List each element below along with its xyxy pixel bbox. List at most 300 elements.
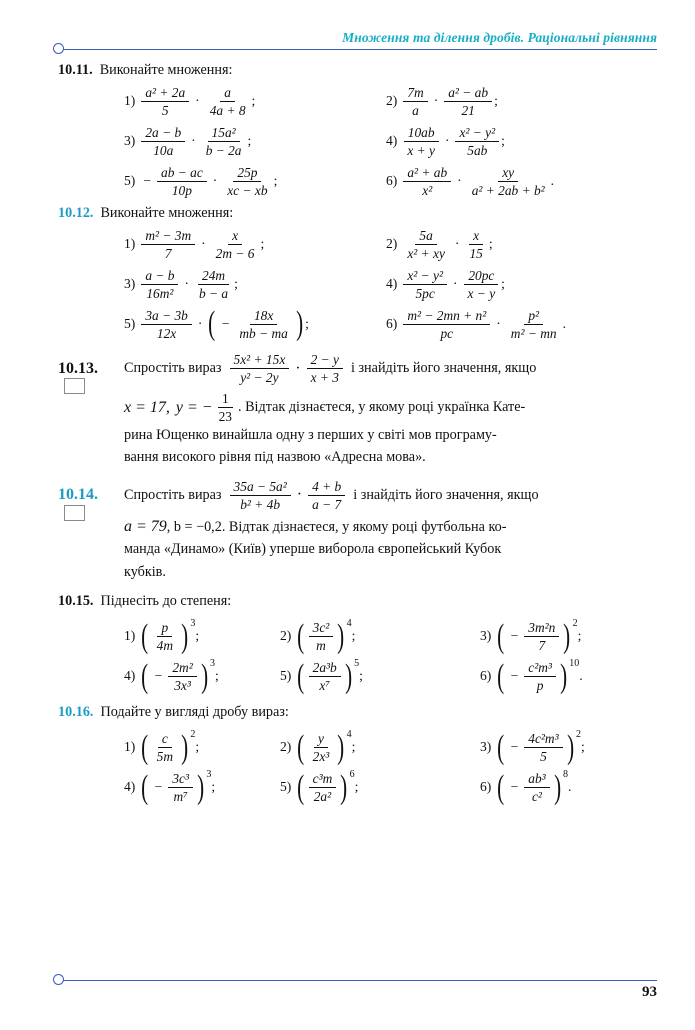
item-10-11-4 [358,121,658,161]
power-expression [295,617,352,655]
denominator: x + 3 [310,370,339,385]
numerator: 7m [403,85,427,102]
denominator: x⁷ [319,677,330,693]
paren-content [307,660,343,693]
fraction [230,352,290,385]
exponent: 6 [349,768,355,780]
item-10-16-5 [258,767,458,807]
fraction [403,125,439,158]
numerator: 2a³b [309,660,341,677]
item-label: 4) [386,276,398,291]
fraction [212,228,259,261]
fraction [455,125,499,158]
denominator: x − y [467,285,496,301]
item-label: 3) [479,739,492,755]
item-10-15-3 [458,616,658,656]
denominator: 5 [540,748,547,764]
left-paren: ( [297,617,305,655]
fraction [524,660,556,693]
x-value: x = 17, [124,398,170,416]
exponent: 3 [210,657,216,669]
punctuation: ; [501,276,505,291]
left-paren: ( [141,617,149,655]
right-paren: ) [344,657,352,695]
numerator: 1 [218,391,233,408]
left-paren: ( [297,728,305,766]
numerator: m² − 3m [141,228,195,245]
denominator: b² + 4b [240,496,281,512]
numerator: a² − ab [444,85,492,102]
exercise-10-16-header [58,704,658,721]
fraction [308,479,345,512]
numerator: x [469,228,483,245]
multiply-sign: · [295,359,301,377]
item-10-11-2 [358,81,658,121]
exercise-10-11-items [58,81,658,201]
exercise-10-14-block [58,479,658,583]
right-paren: ) [181,617,189,655]
multiply-sign: · [433,93,439,108]
denominator: 12x [156,325,177,341]
denominator: a [412,102,419,118]
multiply-sign: · [184,276,189,291]
denominator: a² + 2ab + b² [471,182,545,198]
denominator: p [536,677,544,693]
denominator: mb − ma [239,325,288,341]
minus-sign: − [510,779,519,795]
item-10-12-2 [358,224,658,264]
numerator: 35a − 5a² [230,479,291,496]
fraction [235,308,291,341]
numerator: 2 − y [307,352,343,369]
fraction [465,228,486,261]
fraction [230,479,291,512]
right-paren: ) [553,768,561,806]
punctuation: ; [351,628,356,644]
fraction [444,85,492,118]
exponent: 4 [346,617,352,629]
numerator: 2a − b [141,125,185,142]
minus-sign: − [221,316,230,331]
exercise-10-13 [58,352,658,469]
punctuation: ; [273,173,278,188]
item-label: 5) [124,316,136,331]
punctuation: . [579,668,583,684]
power-expression [139,728,196,766]
denominator: 5ab [467,142,488,158]
minus-sign: − [154,668,163,684]
punctuation: ; [234,276,238,291]
fraction [524,731,562,764]
item-label: 1) [124,93,136,108]
numerator: x² − y² [455,125,499,142]
item-label: 6) [479,668,492,684]
numerator: a² + 2a [141,85,189,102]
item-10-16-1 [58,727,258,767]
exercise-10-11-prompt: Виконайте множення: [99,62,233,78]
right-paren: ) [337,617,345,655]
right-paren: ) [337,728,345,766]
denominator: 15 [469,245,483,261]
fraction [307,352,343,385]
item-label: 2) [386,93,398,108]
fraction [141,228,195,261]
exponent: 4 [346,728,352,740]
exponent: 5 [354,657,360,669]
punctuation: ; [351,739,356,755]
minus-sign: − [510,628,519,644]
item-label: 3) [479,628,492,644]
left-paren: ( [141,728,149,766]
denominator: 2m − 6 [215,245,255,261]
numerator: p² [524,308,543,325]
denominator: 21 [461,102,475,118]
exercise-10-16 [58,704,658,807]
item-label: 5) [124,173,136,188]
left-paren: ( [141,657,149,695]
fraction [468,165,549,198]
paren-content [507,771,552,804]
item-10-16-3 [458,727,658,767]
numerator: c³m [309,771,337,788]
minus-sign: − [510,668,519,684]
right-paren: ) [181,728,189,766]
numerator: c²m³ [524,660,556,677]
header-rule [63,49,657,50]
punctuation: ; [577,628,582,644]
exercise-10-12 [58,205,658,344]
denominator: m⁷ [173,788,188,804]
numerator: x² − y² [403,268,447,285]
exercise-10-13-line1: . Відтак дізнаєтеся, у якому році українка Кате- [238,399,526,416]
punctuation: ; [488,236,493,251]
power-expression [495,768,568,806]
paren-content [307,620,336,653]
numerator: ab − ac [157,165,207,182]
punctuation: ; [260,236,265,251]
exercise-10-16-number: 10.16. [58,704,94,721]
fraction [309,731,334,764]
fraction [464,268,500,301]
denominator: 16m² [146,285,174,301]
numerator: 10ab [404,125,439,142]
left-paren: ( [497,657,505,695]
multiply-sign: · [212,173,218,188]
item-10-16-6 [458,767,658,807]
item-label: 4) [124,668,136,684]
paren-content [218,308,294,341]
punctuation: ; [580,739,585,755]
left-paren: ( [297,768,305,806]
power-expression [295,657,360,695]
item-10-12-5 [58,304,358,344]
fraction [524,771,549,804]
numerator: m² − 2mn + n² [403,308,490,325]
denominator: 7 [538,637,546,653]
exercise-10-12-prompt: Виконайте множення: [100,205,234,221]
exercise-10-13-tail: і знайдіть його значення, якщо [350,360,537,376]
fraction [168,771,193,804]
fraction [141,308,192,341]
item-label: 6) [386,173,398,188]
numerator: 4c²m³ [524,731,562,748]
fraction [507,308,561,341]
page-content [58,62,658,811]
multiply-sign: · [457,173,462,188]
exercise-10-14-body [58,478,658,583]
fraction [403,268,447,301]
paren-content [507,731,565,764]
exercise-10-15-number: 10.15. [58,593,94,610]
exercise-10-14-line2: манда «Динамо» (Київ) уперше виборола європейський Кубок [124,541,502,558]
item-label: 2) [279,739,292,755]
multiply-sign: · [444,133,450,148]
item-label: 1) [124,628,136,644]
punctuation: ; [195,739,200,755]
numerator: 3c² [309,620,334,637]
right-paren: ) [560,657,568,695]
power-expression [295,728,352,766]
exercise-10-15-header [58,593,658,610]
power-expression [495,728,581,766]
power-expression [139,768,212,806]
punctuation: . [568,779,572,795]
multiply-sign: · [201,236,206,251]
right-paren: ) [197,768,205,806]
punctuation: ; [251,93,256,108]
item-10-15-4 [58,656,258,696]
power-expression [139,617,196,655]
numerator: 3m²n [524,620,559,637]
item-label: 6) [386,316,398,331]
exercise-10-13-body [58,352,658,469]
punctuation: ; [211,779,216,795]
exercise-10-13-line3: вання високого рівня під назвою «Адресна мова». [124,449,426,466]
fraction [309,660,341,693]
numerator: 5a [415,228,436,245]
item-label: 4) [386,133,398,148]
fraction [215,391,236,424]
exponent: 2 [575,728,581,740]
item-10-15-2 [258,616,458,656]
footer-rule [63,980,657,981]
exercise-10-14-prompt: Спростіть вираз [124,486,222,503]
fraction [168,660,196,693]
item-label: 3) [124,133,136,148]
denominator: y² − 2y [240,370,279,385]
minus-sign: − [143,173,151,188]
y-value-label: y = − [175,398,213,416]
paren-content [151,660,199,693]
fraction [403,85,427,118]
page-footer [58,970,657,1000]
denominator: 23 [218,409,232,424]
item-label: 2) [386,236,398,251]
fraction [309,620,334,653]
numerator: xy [498,165,518,182]
power-expression [139,657,216,695]
exercise-10-14-line1: , b = −0,2. Відтак дізнаєтеся, у якому році футбольна ко- [166,518,507,535]
denominator: x² + xy [407,245,445,261]
denominator: m² − mn [510,325,557,341]
denominator: a − 7 [312,496,342,512]
item-label: 2) [279,628,292,644]
exercise-10-12-items [58,224,658,344]
punctuation: ; [501,133,505,148]
denominator: 10p [171,182,192,198]
numerator: 3c³ [168,771,193,788]
item-10-12-4 [358,264,658,304]
numerator: a − b [141,268,178,285]
multiply-sign: · [191,133,196,148]
numerator: y [314,731,328,748]
denominator: b − 2a [205,142,242,158]
item-label: 5) [279,668,292,684]
numerator: 3a − 3b [141,308,192,325]
fraction [403,228,449,261]
punctuation: ; [354,779,359,795]
denominator: 2a² [313,788,332,804]
numerator: 20pc [464,268,498,285]
exponent: 3 [190,617,196,629]
minus-sign: − [510,739,519,755]
numerator: 5x² + 15x [230,352,290,369]
item-10-12-3 [58,264,358,304]
item-10-15-1 [58,616,258,656]
denominator: 3x³ [174,677,191,693]
item-10-15-5 [258,656,458,696]
denominator: c² [531,788,542,804]
exercise-10-15-prompt: Піднесіть до степеня: [100,593,232,610]
item-label: 5) [279,779,292,795]
left-paren: ( [297,657,305,695]
denominator: 7 [164,245,172,261]
exercise-10-13-block [58,352,658,469]
punctuation: . [562,316,566,331]
exponent: 10 [569,657,580,669]
item-10-11-1 [58,81,358,121]
right-paren: ) [340,768,348,806]
denominator: 5 [161,102,169,118]
multiply-sign: · [454,236,460,251]
left-paren: ( [497,728,505,766]
page-number: 93 [642,984,657,1000]
exponent: 3 [206,768,212,780]
exercise-10-14-tail: і знайдіть його значення, якщо [353,486,539,503]
multiply-sign: · [452,276,458,291]
paren-content [307,731,336,764]
item-label: 6) [479,779,492,795]
left-paren: ( [497,768,505,806]
parenthesized-fraction [206,305,305,343]
item-10-11-6 [358,161,658,201]
exercise-10-15-items [58,616,658,696]
item-10-11-5 [58,161,358,201]
item-10-12-1 [58,224,358,264]
exercise-10-13-number: 10.13. [58,359,98,377]
power-expression [495,657,580,695]
right-paren: ) [295,305,304,343]
exercise-10-15 [58,593,658,696]
fraction [206,85,250,118]
punctuation: ; [195,628,200,644]
paren-content [507,660,558,693]
fraction [153,620,177,653]
multiply-sign: · [197,316,203,331]
punctuation: ; [494,93,498,108]
item-label: 1) [124,739,136,755]
item-label: 1) [124,236,136,251]
fraction [195,268,232,301]
item-label: 4) [124,779,136,795]
numerator: a [220,85,235,102]
denominator: m [316,637,326,653]
exercise-10-12-number: 10.12. [58,205,94,221]
page-header [58,30,657,56]
punctuation: ; [305,316,309,331]
denominator: 5pc [415,285,435,301]
denominator: x² [422,182,433,198]
denominator: 10a [153,142,174,158]
exponent: 8 [563,768,568,780]
numerator: 18x [250,308,277,325]
punctuation: ; [215,668,219,684]
denominator: pc [440,325,454,341]
item-label: 3) [124,276,136,291]
power-expression [495,617,578,655]
exercise-10-14 [58,479,658,583]
paren-content [507,620,562,653]
fraction [309,771,337,804]
exercise-10-14-number: 10.14. [58,486,98,504]
fraction [141,125,185,158]
fraction [153,731,177,764]
exercise-10-12-header [58,205,658,222]
denominator: 2x³ [312,748,330,764]
denominator: 4a + 8 [209,102,246,118]
item-10-16-2 [258,727,458,767]
a-value: a = 79 [124,517,167,535]
paren-content [151,620,179,653]
exercise-10-14-line3: кубків. [124,563,166,580]
paren-content [307,771,339,804]
exercise-10-16-prompt: Подайте у вигляді дробу вираз: [100,704,289,721]
denominator: x + y [407,142,435,158]
item-10-12-6 [358,304,658,344]
numerator: p [157,620,172,637]
denominator: xc − xb [227,182,268,198]
item-10-15-6 [458,656,658,696]
minus-sign: − [154,779,163,795]
item-10-11-3 [58,121,358,161]
denominator: 4m [156,637,174,653]
numerator: 2m² [168,660,196,677]
multiply-sign: · [296,486,303,504]
right-paren: ) [566,728,574,766]
numerator: ab³ [524,771,549,788]
exercise-10-11 [58,62,658,201]
numerator: c [158,731,172,748]
right-paren: ) [563,617,571,655]
left-paren: ( [208,305,216,343]
exercise-10-13-line2: рина Ющенко винайшла одну з перших у світі мов програму- [124,427,497,443]
exercise-10-11-header [58,62,658,79]
right-paren: ) [200,657,208,695]
fraction [524,620,559,653]
denominator: 5m [156,748,174,764]
numerator: 24m [198,268,229,285]
punctuation: ; [359,668,363,684]
